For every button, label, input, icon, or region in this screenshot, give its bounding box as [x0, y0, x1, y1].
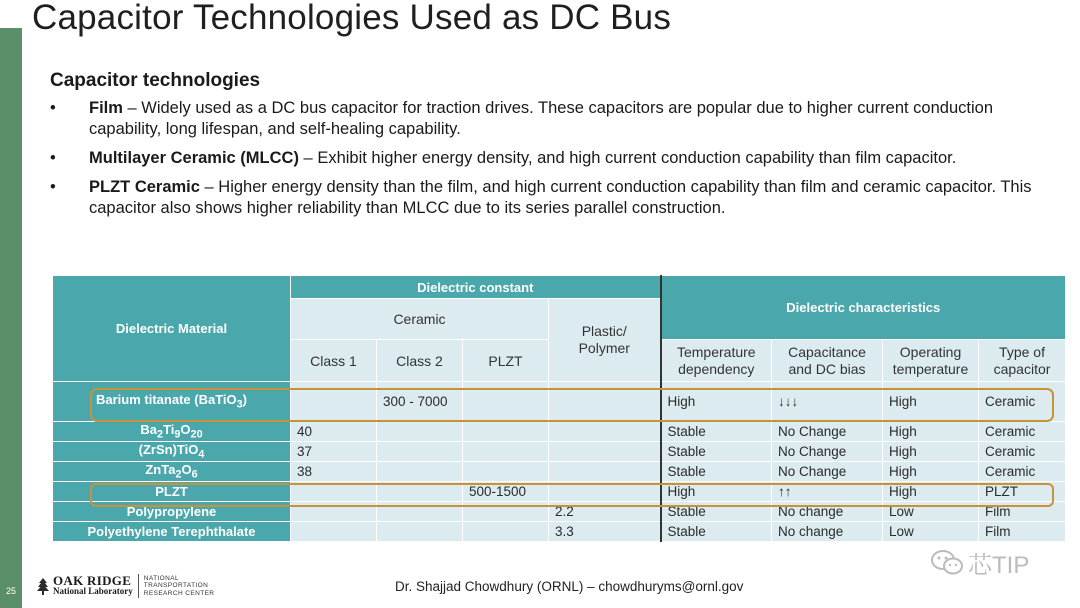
- operating-temp-cell: High: [883, 382, 979, 422]
- header-dielectric-material: Dielectric Material: [53, 276, 291, 382]
- temp-dependency-cell: Stable: [661, 442, 772, 462]
- header-operating-temperature: Operating temperature: [883, 340, 979, 382]
- class2-cell: [377, 502, 463, 522]
- operating-temp-cell: High: [883, 422, 979, 442]
- capacitor-type-cell: Ceramic: [979, 422, 1066, 442]
- capacitor-type-cell: Ceramic: [979, 462, 1066, 482]
- plzt-cell: [463, 502, 549, 522]
- bullet-marker: •: [50, 99, 56, 117]
- bullet-text: – Higher energy density than the film, and high current conduction capability than film and ceramic capacitor. This capacitor also shows higher reliability than MLCC due to its series parallel construction.: [89, 178, 1032, 217]
- logo-divider: [138, 574, 139, 598]
- bullet-list: [50, 98, 1050, 227]
- watermark-text: 芯TIP: [968, 552, 1030, 579]
- table-row: [53, 422, 1066, 442]
- operating-temp-cell: High: [883, 442, 979, 462]
- bullet-term: PLZT Ceramic: [89, 178, 200, 196]
- ntrc-line-2: TRANSPORTATION: [143, 582, 209, 590]
- plzt-cell: [463, 442, 549, 462]
- class1-cell: [291, 522, 377, 542]
- header-plastic-polymer: Plastic/ Polymer: [549, 299, 661, 382]
- material-cell: Polyethylene Terephthalate: [53, 522, 291, 542]
- header-dielectric-constant: Dielectric constant: [291, 276, 661, 299]
- operating-temp-cell: Low: [883, 522, 979, 542]
- bullet-text: – Widely used as a DC bus capacitor for traction drives. These capacitors are popular due to higher current conduction capability, long lifespan, and self-healing capability.: [89, 99, 993, 138]
- footer-credit: Dr. Shajjad Chowdhury (ORNL) – chowdhuryms@ornl.gov: [395, 579, 744, 594]
- operating-temp-cell: Low: [883, 502, 979, 522]
- plzt-cell: [463, 522, 549, 542]
- dc-bias-cell: No change: [772, 522, 883, 542]
- class2-cell: 300 - 7000: [377, 382, 463, 422]
- ntrc-label: [144, 575, 215, 598]
- oak-ridge-logo: [36, 574, 214, 598]
- logo-main-text: OAK RIDGE: [53, 573, 132, 588]
- class2-cell: [377, 462, 463, 482]
- plzt-cell: [463, 422, 549, 442]
- table-row: [53, 462, 1066, 482]
- page-number: 25: [6, 586, 17, 596]
- table-row: [53, 522, 1066, 542]
- material-cell: $ZnTa_2O_6$: [53, 462, 291, 482]
- ntrc-line-1: NATIONAL: [143, 574, 179, 582]
- logo-sub-text: National Laboratory: [53, 586, 133, 596]
- plastic-cell: [549, 482, 661, 502]
- capacitor-type-cell: Film: [979, 502, 1066, 522]
- dc-bias-cell: No Change: [772, 442, 883, 462]
- class2-cell: [377, 442, 463, 462]
- plastic-cell: [549, 382, 661, 422]
- class1-cell: 37: [291, 442, 377, 462]
- header-ceramic: Ceramic: [291, 299, 549, 340]
- dc-bias-cell: No change: [772, 502, 883, 522]
- bullet-film: [50, 98, 1050, 140]
- plzt-cell: 500-1500: [463, 482, 549, 502]
- bullet-plzt: [50, 177, 1050, 219]
- bullet-marker: •: [50, 178, 56, 196]
- wechat-icon: [930, 549, 964, 577]
- plastic-cell: 2.2: [549, 502, 661, 522]
- capacitor-type-cell: Ceramic: [979, 382, 1066, 422]
- dc-bias-cell: No Change: [772, 462, 883, 482]
- dielectric-table: [52, 275, 1066, 542]
- class1-cell: [291, 382, 377, 422]
- operating-temp-cell: High: [883, 482, 979, 502]
- temp-dependency-cell: Stable: [661, 522, 772, 542]
- material-cell: Polypropylene: [53, 502, 291, 522]
- capacitor-type-cell: Ceramic: [979, 442, 1066, 462]
- table-row: [53, 382, 1066, 422]
- bullet-term: Multilayer Ceramic (MLCC): [89, 149, 299, 167]
- material-cell: (ZrSn)TiO$_4$: [53, 442, 291, 462]
- class1-cell: [291, 482, 377, 502]
- section-heading: Capacitor technologies: [50, 70, 261, 91]
- class1-cell: [291, 502, 377, 522]
- temp-dependency-cell: Stable: [661, 422, 772, 442]
- slide-title: Capacitor Technologies Used as DC Bus: [32, 0, 672, 37]
- capacitor-type-cell: PLZT: [979, 482, 1066, 502]
- table-row: [53, 442, 1066, 462]
- bullet-text: – Exhibit higher energy density, and high current conduction capability than film capacitor.: [298, 149, 957, 167]
- bullet-mlcc: [50, 148, 1050, 169]
- dc-bias-cell: ↓↓↓: [772, 382, 883, 422]
- temp-dependency-cell: High: [661, 382, 772, 422]
- class2-cell: [377, 482, 463, 502]
- plastic-cell: 3.3: [549, 522, 661, 542]
- operating-temp-cell: High: [883, 462, 979, 482]
- header-class1: Class 1: [291, 340, 377, 382]
- dc-bias-cell: ↑↑: [772, 482, 883, 502]
- class1-cell: 38: [291, 462, 377, 482]
- header-dielectric-characteristics: Dielectric characteristics: [661, 276, 1066, 340]
- class2-cell: [377, 422, 463, 442]
- table-row: [53, 502, 1066, 522]
- header-type-of-capacitor: Type of capacitor: [979, 340, 1066, 382]
- bullet-marker: •: [50, 149, 56, 167]
- header-class2: Class 2: [377, 340, 463, 382]
- class1-cell: 40: [291, 422, 377, 442]
- header-temperature-dependency: Temperature dependency: [661, 340, 772, 382]
- plastic-cell: [549, 442, 661, 462]
- plzt-cell: [463, 462, 549, 482]
- header-capacitance-dc-bias: Capacitance and DC bias: [772, 340, 883, 382]
- capacitor-type-cell: Film: [979, 522, 1066, 542]
- oak-tree-icon: [36, 577, 50, 595]
- logo-wordmark: [53, 575, 133, 597]
- header-plzt: PLZT: [463, 340, 549, 382]
- material-cell: PLZT: [53, 482, 291, 502]
- material-cell: Barium titanate (BaTiO$_3$): [53, 382, 291, 422]
- temp-dependency-cell: High: [661, 482, 772, 502]
- plastic-cell: [549, 462, 661, 482]
- left-accent-bar: [0, 28, 22, 608]
- watermark: [930, 545, 1029, 580]
- ntrc-line-3: RESEARCH CENTER: [143, 589, 215, 597]
- plastic-cell: [549, 422, 661, 442]
- plzt-cell: [463, 382, 549, 422]
- class2-cell: [377, 522, 463, 542]
- material-cell: $Ba_2Ti_9O_{20}$: [53, 422, 291, 442]
- bullet-term: Film: [89, 99, 123, 117]
- table-row: [53, 482, 1066, 502]
- temp-dependency-cell: Stable: [661, 502, 772, 522]
- dc-bias-cell: No Change: [772, 422, 883, 442]
- temp-dependency-cell: Stable: [661, 462, 772, 482]
